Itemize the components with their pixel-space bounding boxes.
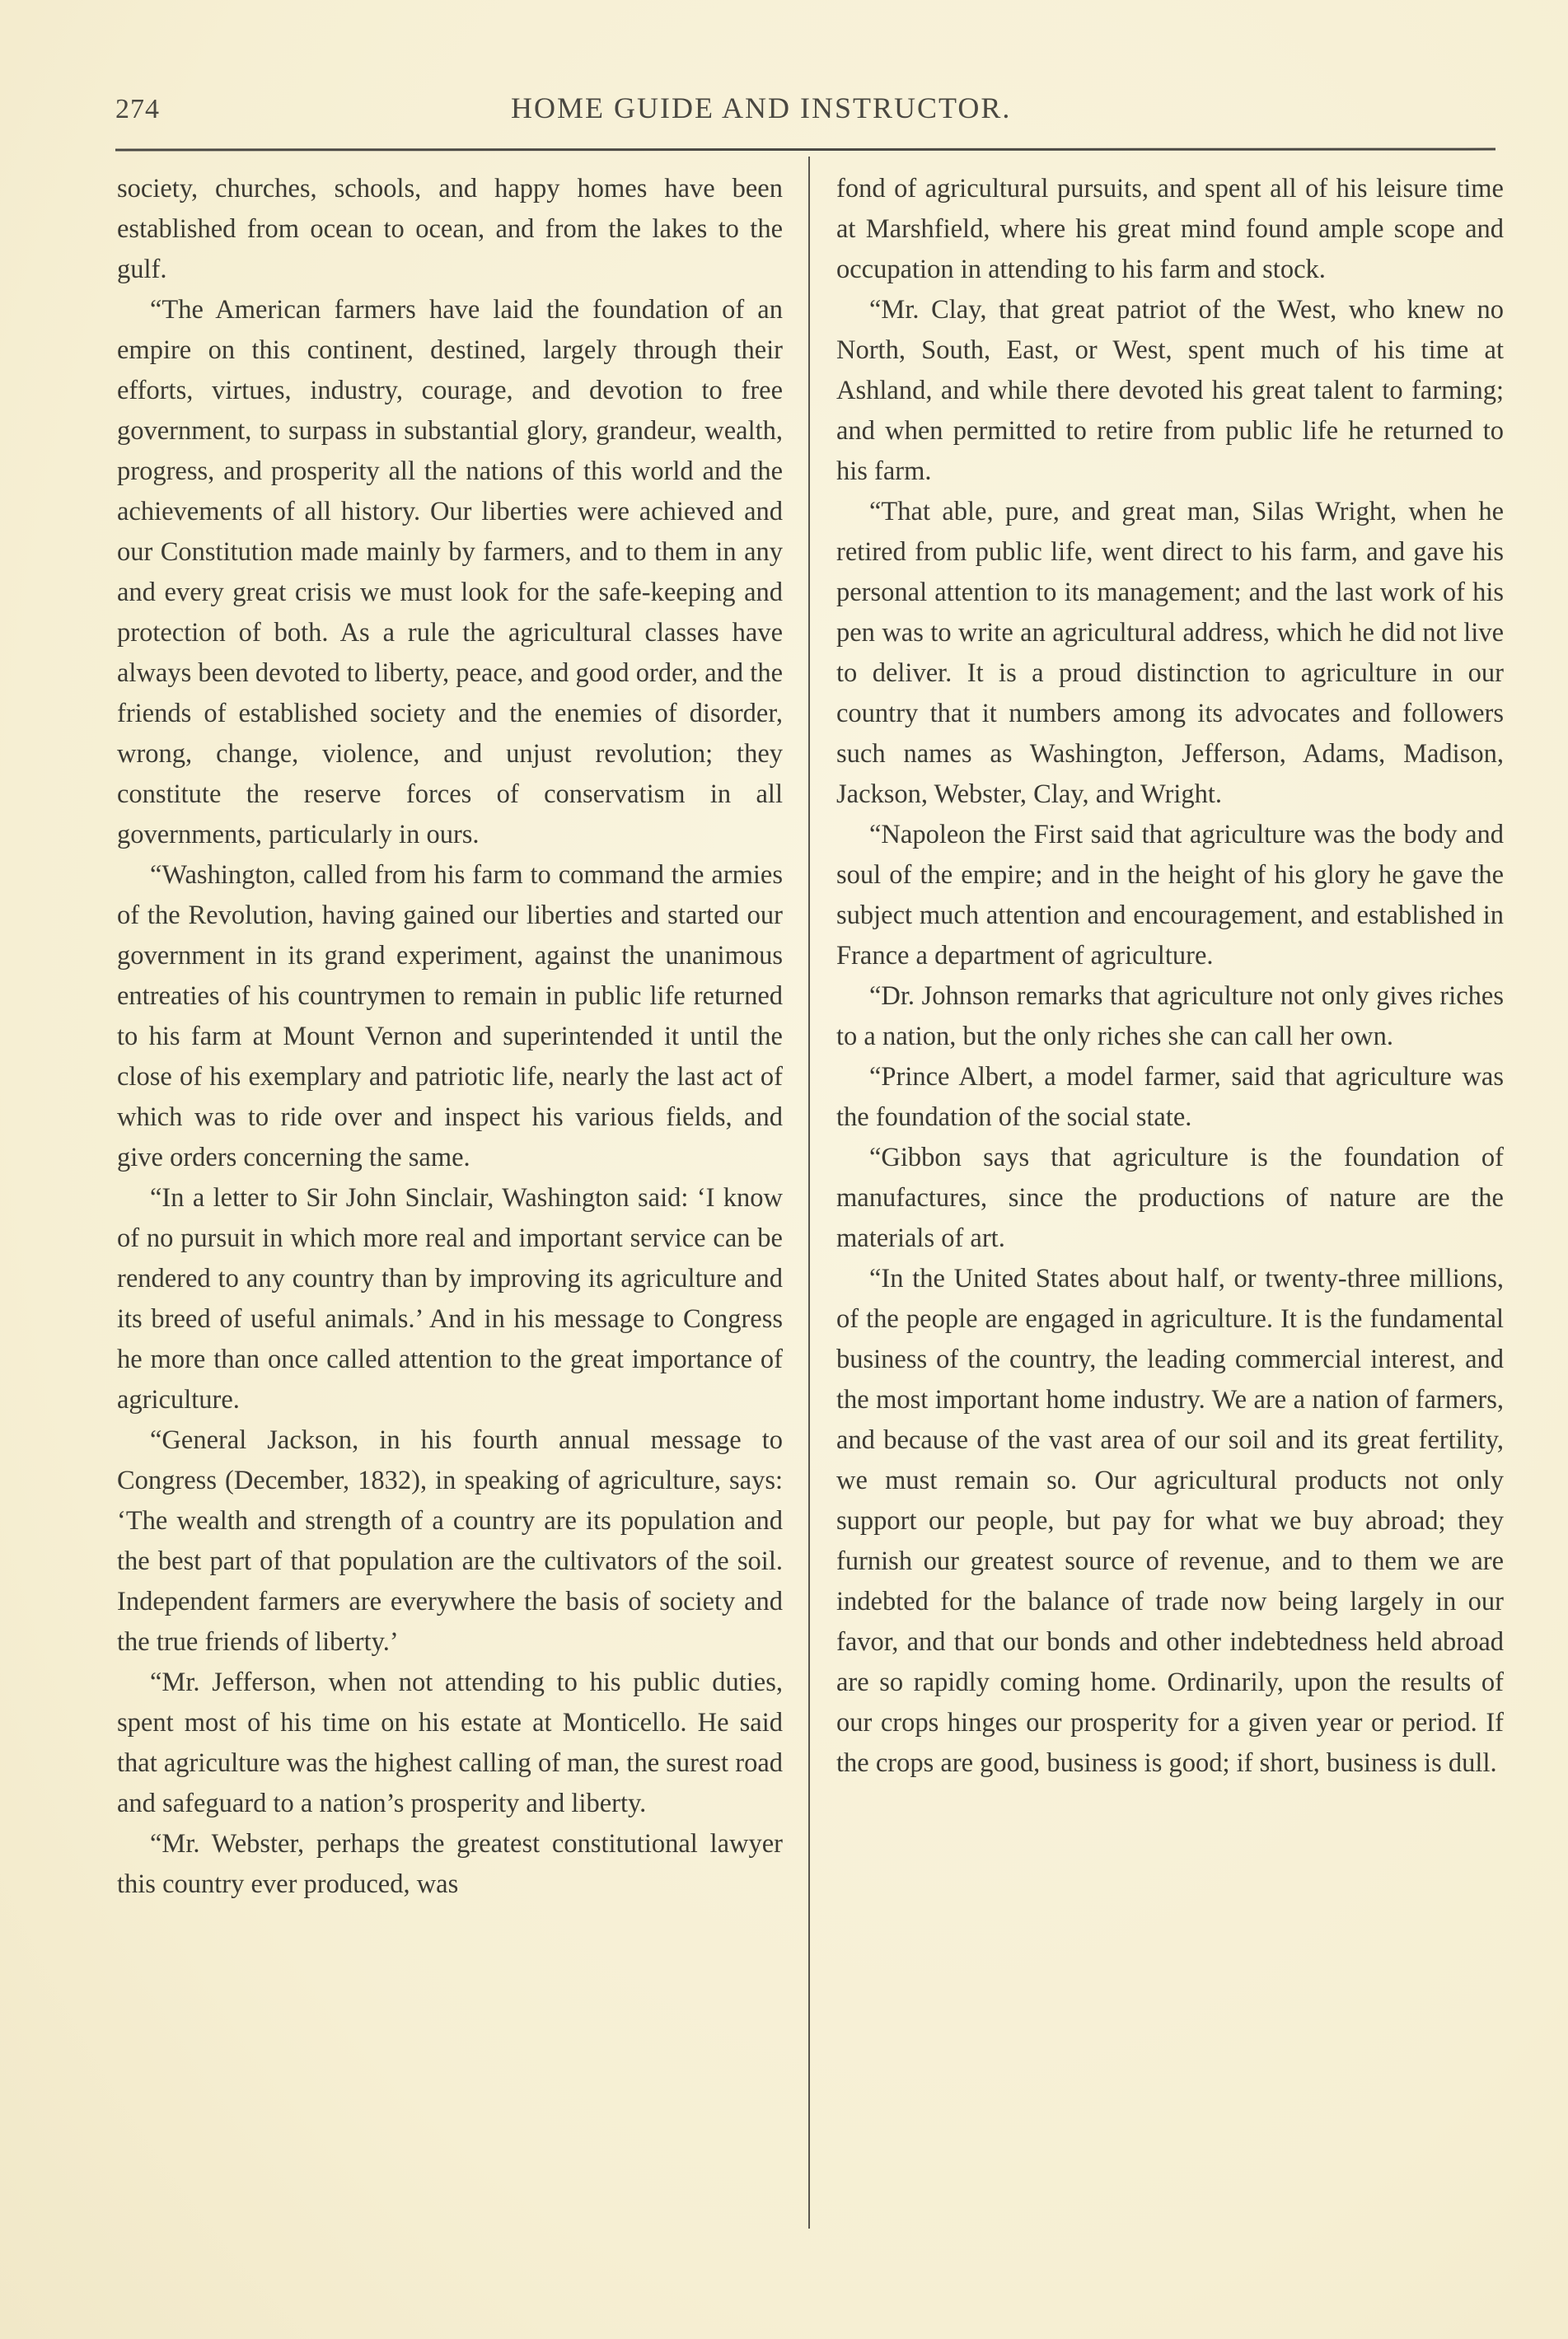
paragraph: “Mr. Webster, perhaps the greatest constitutional lawyer this country ever produced, was — [117, 1829, 783, 1899]
paragraph: “Prince Albert, a model farmer, said that agriculture was the foundation of the social state. — [836, 1062, 1504, 1132]
paragraph: “Washington, called from his farm to command the armies of the Revolution, having gained our liberties and started our government in its grand experiment, against the unanimous entreaties of his countrymen to remain in public life returned to his farm at Mount Vernon and superintended it until the close of his exemplary and patriotic life, nearly the last act of which was to ride over and inspect his various fields, and give orders concerning the same. — [117, 860, 783, 1172]
paragraph: “Mr. Clay, that great patriot of the West, who knew no North, South, East, or West, spent much of his time at Ashland, and while there devoted his great talent to farming; and when permitted to retire from public life he returned to his farm. — [836, 295, 1504, 486]
paragraph: fond of agricultural pursuits, and spent all of his leisure time at Marshfield, where his great mind found ample scope and occupation in attending to his farm and stock. — [836, 174, 1504, 284]
page-number: 274 — [115, 94, 160, 124]
header-rule — [115, 148, 1495, 152]
right-column — [836, 169, 1504, 1784]
paragraph: “Napoleon the First said that agriculture was the body and soul of the empire; and in the height of his glory he gave the subject much attention and encouragement, and established in France a department of agriculture. — [836, 820, 1504, 971]
running-title: HOME GUIDE AND INSTRUCTOR. — [511, 91, 1012, 124]
paragraph: “General Jackson, in his fourth annual message to Congress (December, 1832), in speaking of agriculture, says: ‘The wealth and strength of a country are its population and the best part of that population are the cultivators of the soil. Independent farmers are everywhere the basis of society and the true friends of liberty.’ — [117, 1425, 783, 1657]
paragraph: “That able, pure, and great man, Silas Wright, when he retired from public life, went direct to his farm, and gave his personal attention to its management; and the last work of his pen was to write an agricultural address, which he did not live to deliver. It is a proud distinction to agriculture in our country that it numbers among its advocates and followers such names as Washington, Jefferson, Adams, Madison, Jackson, Webster, Clay, and Wright. — [836, 497, 1504, 809]
column-divider — [808, 157, 810, 2229]
paragraph: “Dr. Johnson remarks that agriculture not only gives riches to a nation, but the only riches she can call her own. — [836, 981, 1504, 1051]
paragraph: “In the United States about half, or twenty-three millions, of the people are engaged in agriculture. It is the fundamental business of the country, the leading commercial interest, and the most important home industry. We are a nation of farmers, and because of the vast area of our soil and its great fertility, we must remain so. Our agricultural products not only support our people, but pay for what we buy abroad; they furnish our greatest source of revenue, and to them we are indebted for the balance of trade now being largely in our favor, and that our bonds and other indebtedness held abroad are so rapidly coming home. Ordinarily, upon the results of our crops hinges our prosperity for a given year or period. If the crops are good, business is good; if short, business is dull. — [836, 1264, 1504, 1778]
left-column — [117, 169, 783, 1905]
paragraph: “In a letter to Sir John Sinclair, Washington said: ‘I know of no pursuit in which more real and important service can be rendered to any country than by improving its agriculture and its breed of useful animals.’ And in his message to Congress he more than once called attention to the great importance of agriculture. — [117, 1183, 783, 1415]
paragraph: “Gibbon says that agriculture is the foundation of manufactures, since the productions of nature are the materials of art. — [836, 1143, 1504, 1253]
paragraph: “Mr. Jefferson, when not attending to his public duties, spent most of his time on his estate at Monticello. He said that agriculture was the highest calling of man, the surest road and safeguard to a nation’s prosperity and liberty. — [117, 1668, 783, 1818]
paragraph: society, churches, schools, and happy homes have been established from ocean to ocean, and from the lakes to the gulf. — [117, 174, 783, 284]
paragraph: “The American farmers have laid the foundation of an empire on this continent, destined, largely through their efforts, virtues, industry, courage, and devotion to free government, to surpass in substantial glory, grandeur, wealth, progress, and prosperity all the nations of this world and the achievements of all history. Our liberties were achieved and our Constitution made mainly by farmers, and to them in any and every great crisis we must look for the safe-keeping and protection of both. As a rule the agricultural classes have always been devoted to liberty, peace, and good order, and the friends of established society and the enemies of disorder, wrong, change, violence, and unjust revolution; they constitute the reserve forces of conservatism in all governments, particularly in ours. — [117, 295, 783, 849]
